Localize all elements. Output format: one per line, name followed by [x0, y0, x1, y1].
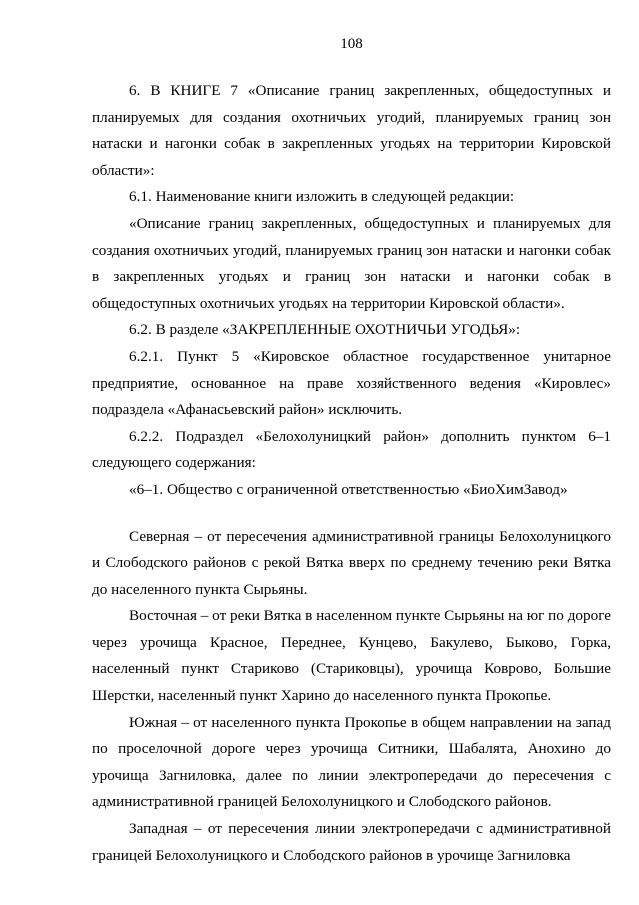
- paragraph-new-title: «Описание границ закрепленных, общедоступных и планируемых для создания охотничьих угодий, планируемых границ зон натаски и нагонки собак в закрепленных угодьях и границ зон натаски и нагонки собак в общедоступных охотничьих угодьях на территории Кировской области».: [92, 214, 611, 312]
- paragraph-book-7-amendment: 6. В КНИГЕ 7 «Описание границ закрепленных, общедоступных и планируемых для создания охотничьих угодий, планируемых границ зон натаски и нагонки собак в закрепленных угодьях на территории Кировской области»:: [92, 82, 611, 179]
- paragraph-6-2-2: 6.2.2. Подраздел «Белохолуницкий район» дополнить пунктом 6–1 следующего содержания:: [92, 427, 611, 472]
- paragraph-6-1: 6.1. Наименование книги изложить в следующей редакции:: [129, 188, 515, 206]
- boundary-west: Западная – от пересечения линии электропередачи с административной границей Белохолуницкого и Слободского районов в урочище Загниловка: [92, 820, 611, 864]
- boundary-east: Восточная – от реки Вятка в населенном пункте Сырьяны на юг по дороге через урочища Красное, Переднее, Кунцево, Бакулево, Быково, Горка, населенный пункт Стариково (Стариковцы), урочища Коврово, Большие Шерстки, населенный пункт Харино до населенного пункта Прокопье.: [92, 607, 611, 705]
- paragraph-item-6-1-heading: «6–1. Общество с ограниченной ответственностью «БиоХимЗавод»: [129, 480, 568, 498]
- page-number: 108: [340, 36, 363, 52]
- spacer: [92, 504, 611, 524]
- paragraph-6-2: 6.2. В разделе «ЗАКРЕПЛЕННЫЕ ОХОТНИЧЬИ УГОДЬЯ»:: [129, 321, 521, 339]
- boundary-north: Северная – от пересечения административной границы Белохолуницкого и Слободского районов с рекой Вятка вверх по среднему течению реки Вятка до населенного пункта Сырьяны.: [92, 527, 611, 598]
- boundary-south: Южная – от населенного пункта Прокопье в общем направлении на запад по проселочной дороге через урочища Ситники, Шабалята, Анохино до урочища Загниловка, далее по линии электропередачи до пересечения с административной границей Белохолуницкого и Слободского районов.: [92, 713, 611, 811]
- paragraph-6-2-1: 6.2.1. Пункт 5 «Кировское областное государственное унитарное предприятие, основанное на праве хозяйственного ведения «Кировлес» подраздела «Афанасьевский район» исключить.: [92, 347, 611, 419]
